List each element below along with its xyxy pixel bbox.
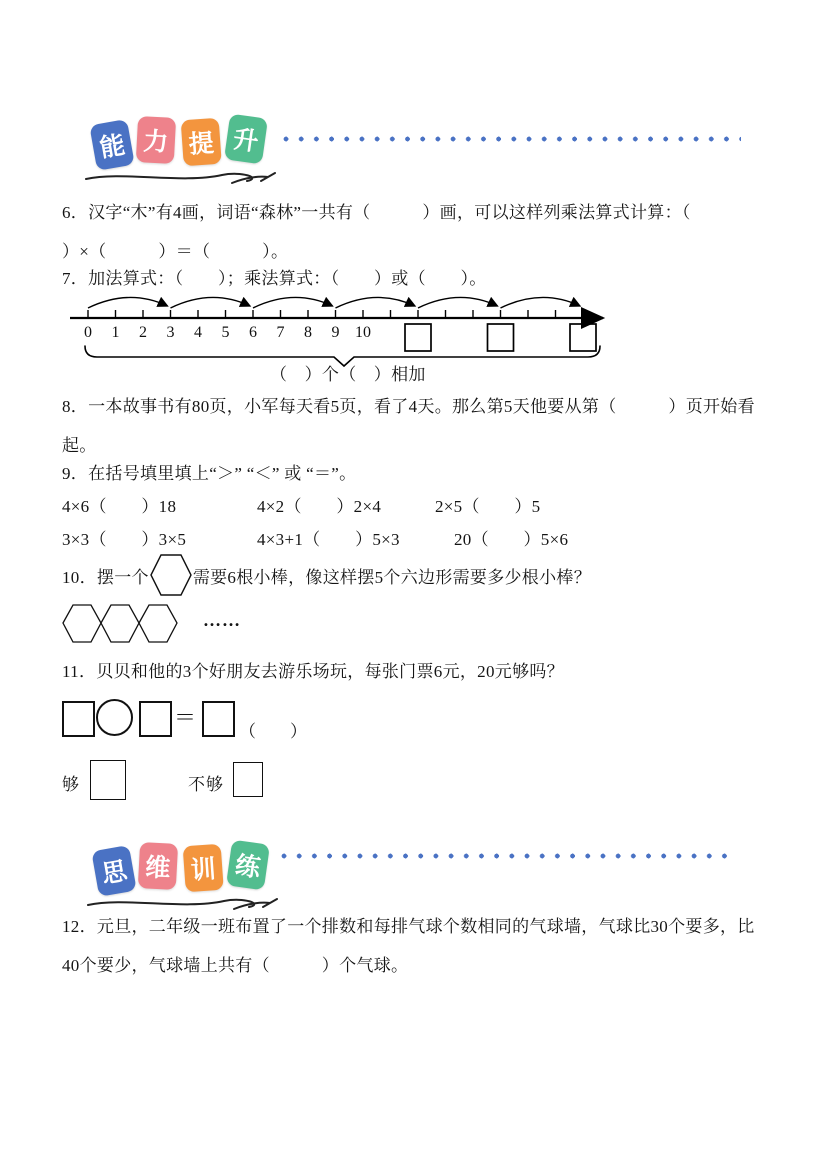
under-brace [85,346,600,366]
badge-tiles [92,116,265,162]
enough-label: 够 [62,775,80,794]
comparison-item: 3×3（ ）3×5 [62,530,187,549]
answer-box [405,324,431,351]
enough-checkbox [90,760,126,800]
question-12-line-2: 40个要少，气球墙上共有（ ）个气球。 [62,956,409,975]
question-10-suffix: 需要6根小棒，像这样摆5个六边形需要多少根小棒？ [192,567,592,587]
tick-label: 0 [84,324,92,341]
tick-label: 4 [194,324,202,341]
comparison-item: 4×3+1（ ）5×3 [257,530,400,549]
not-enough-label: 不够 [188,775,224,794]
tick-label: 2 [139,324,147,341]
jump-arc [171,297,251,308]
jump-arc [418,297,498,308]
scribble-underline-icon [84,890,304,914]
section-badge-thinking [90,836,290,916]
hexagon-shape [63,605,101,642]
badge-tile: 提 [181,118,222,167]
scribble-underline-icon [82,164,302,188]
question-8-line-2: 起。 [62,436,97,455]
numberline-diagram [58,288,633,372]
comparison-item: 2×5（ ）5 [435,497,541,516]
unit-paren: （ ） [239,722,307,741]
answer-box [570,324,596,351]
answer-box [139,701,172,737]
answer-box [202,701,235,737]
question-7: 7．加法算式：（ ）；乘法算式：（ ）或（ ）。 [62,269,487,288]
question-10 [62,550,591,600]
comparison-item: 4×6（ ）18 [62,497,177,516]
question-8-line-1: 8．一本故事书有80页，小军每天看5页，看了4天。那么第5天他要从第（ ）页开始看 [62,397,755,416]
question-12-line-1: 12．元旦，二年级一班布置了一个排数和每排气球个数相同的气球墙，气球比30个要多，比 [62,917,755,936]
badge-tile: 思 [91,845,136,897]
tick-label: 1 [111,324,120,341]
hexagon-shape [150,552,192,598]
tick-label: 6 [249,324,257,341]
question-11: 11．贝贝和他的3个好朋友去游乐场玩，每张门票6元，20元够吗？ [62,662,564,681]
question-6-line-2: ）×（ ）＝（ ）。 [62,242,289,261]
hexagon-shape [101,605,139,642]
jump-arc [88,297,168,308]
comparison-item: 4×2（ ）2×4 [257,497,382,516]
tick-label: 8 [304,324,312,341]
hexagon-ellipsis: …… [203,610,241,630]
comparison-item: 20（ ）5×6 [454,530,569,549]
question-6-line-1: 6．汉字“木”有4画，词语“森林”一共有（ ）画，可以这样列乘法算式计算：（ [62,203,691,222]
badge-tiles [94,842,267,888]
answer-box [62,701,95,737]
jump-arc [501,297,581,308]
comparison-row-2 [62,525,762,549]
comparison-row-1 [62,492,762,516]
jump-arc [336,297,416,308]
tick-label: 7 [276,324,285,341]
badge-tile: 维 [138,842,178,890]
tick-label: 9 [331,324,340,341]
question-10-prefix: 10．摆一个 [62,567,149,587]
badge-tile: 训 [183,844,224,893]
badge-tile: 升 [224,114,268,165]
hexagon-row-diagram [62,601,202,647]
dotted-leader-line [283,134,741,144]
equals-sign: ＝ [174,705,197,730]
tick-label: 3 [166,324,175,341]
jump-arc [253,297,333,308]
dotted-leader-line [281,851,736,861]
badge-tile: 力 [136,116,176,164]
operator-circle [96,699,133,736]
not-enough-checkbox [233,762,263,797]
tick-label: 5 [221,324,230,341]
question-9: 9．在括号填里填上“＞” “＜” 或 “＝”。 [62,464,357,483]
section-badge-ability [88,110,288,190]
badge-tile: 练 [226,840,270,891]
answer-box [488,324,514,351]
numberline-brace-label: （ ）个（ ）相加 [270,365,426,384]
tick-label: 10 [355,324,371,341]
hexagon-shape [139,605,177,642]
badge-tile: 能 [89,119,134,171]
question-11-equation [62,693,382,749]
